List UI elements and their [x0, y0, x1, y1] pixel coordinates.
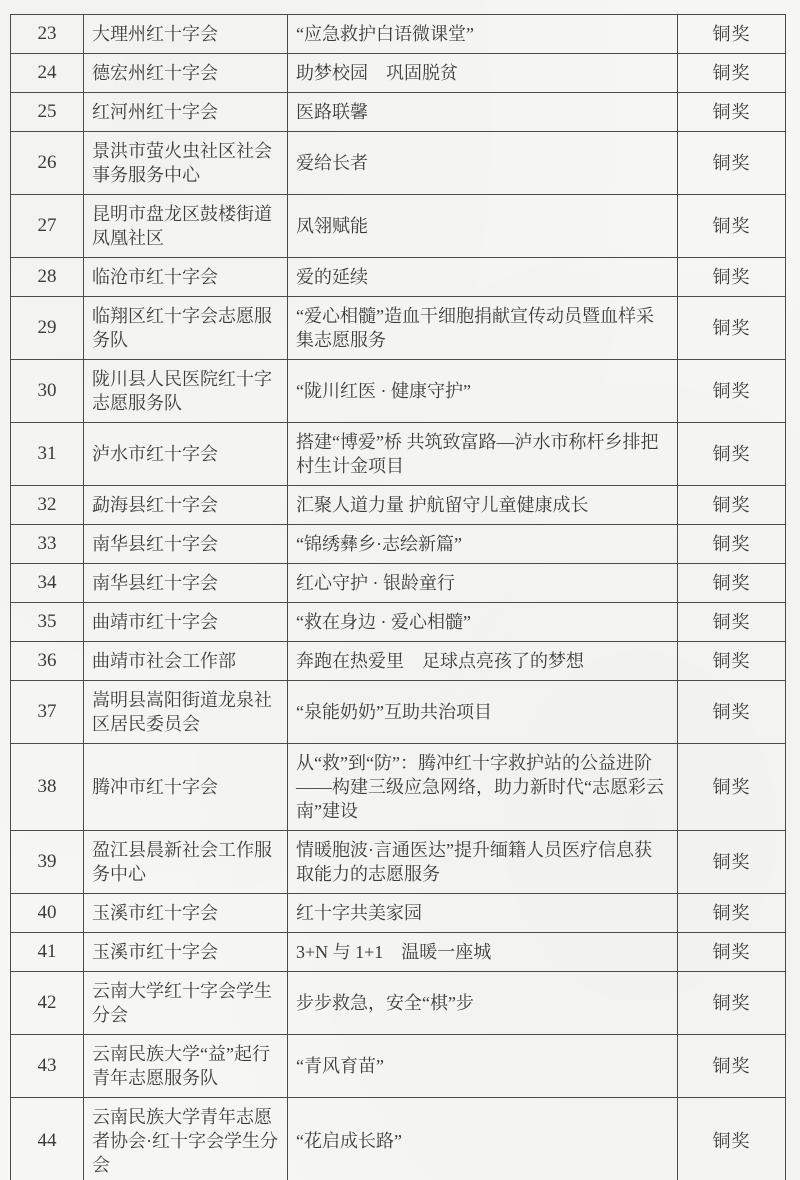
- table-row: [11, 486, 786, 525]
- organization-cell: [84, 744, 288, 831]
- award-label: 铜奖: [712, 777, 751, 797]
- project-cell: [288, 1035, 678, 1098]
- project-name: “青风育苗”: [296, 1056, 384, 1076]
- award-label: 铜奖: [712, 216, 751, 236]
- award-cell: [678, 132, 786, 195]
- project-cell: [288, 744, 678, 831]
- organization-name: 玉溪市红十字会: [92, 903, 218, 923]
- organization-name: 临翔区红十字会志愿服务队: [92, 306, 272, 350]
- organization-name: 云南民族大学“益”起行青年志愿服务队: [92, 1044, 270, 1088]
- organization-name: 云南大学红十字会学生分会: [92, 981, 272, 1025]
- project-name: “花启成长路”: [296, 1131, 402, 1151]
- award-cell: [678, 93, 786, 132]
- row-number-cell: [11, 681, 84, 744]
- organization-name: 南华县红十字会: [92, 573, 218, 593]
- project-cell: [288, 132, 678, 195]
- organization-cell: [84, 525, 288, 564]
- organization-name: 云南民族大学青年志愿者协会·红十字会学生分会: [92, 1107, 278, 1175]
- award-table: [10, 14, 786, 1180]
- award-cell: [678, 1035, 786, 1098]
- project-cell: [288, 297, 678, 360]
- award-label: 铜奖: [712, 267, 751, 287]
- project-name: 红十字共美家园: [296, 903, 422, 923]
- project-cell: [288, 486, 678, 525]
- organization-name: 曲靖市社会工作部: [92, 651, 236, 671]
- organization-name: 南华县红十字会: [92, 534, 218, 554]
- project-name: 凤翎赋能: [296, 216, 368, 236]
- organization-cell: [84, 132, 288, 195]
- award-cell: [678, 603, 786, 642]
- project-cell: [288, 15, 678, 54]
- project-cell: [288, 603, 678, 642]
- award-cell: [678, 360, 786, 423]
- organization-name: 腾冲市红十字会: [92, 777, 218, 797]
- row-number: 37: [37, 701, 57, 722]
- organization-name: 临沧市红十字会: [92, 267, 218, 287]
- organization-name: 勐海县红十字会: [92, 495, 218, 515]
- table-row: [11, 1035, 786, 1098]
- project-cell: [288, 360, 678, 423]
- project-name: 汇聚人道力量 护航留守儿童健康成长: [296, 495, 589, 515]
- organization-cell: [84, 360, 288, 423]
- row-number: 31: [37, 443, 57, 464]
- project-name: “陇川红医 · 健康守护”: [296, 381, 471, 401]
- project-name: 红心守护 · 银龄童行: [296, 573, 455, 593]
- award-cell: [678, 54, 786, 93]
- organization-name: 景洪市萤火虫社区社会事务服务中心: [92, 141, 272, 185]
- award-cell: [678, 423, 786, 486]
- table-row: [11, 642, 786, 681]
- row-number-cell: [11, 93, 84, 132]
- award-label: 铜奖: [712, 495, 751, 515]
- award-label: 铜奖: [712, 153, 751, 173]
- organization-cell: [84, 642, 288, 681]
- table-row: [11, 744, 786, 831]
- award-table-body: [11, 15, 786, 1180]
- organization-cell: [84, 54, 288, 93]
- project-cell: [288, 564, 678, 603]
- project-name: 步步救急，安全“棋”步: [296, 993, 474, 1013]
- row-number-cell: [11, 744, 84, 831]
- organization-cell: [84, 15, 288, 54]
- table-row: [11, 360, 786, 423]
- organization-cell: [84, 681, 288, 744]
- organization-cell: [84, 603, 288, 642]
- row-number-cell: [11, 54, 84, 93]
- table-row: [11, 831, 786, 894]
- project-name: 从“救”到“防”：腾冲红十字救护站的公益进阶——构建三级应急网络，助力新时代“志愿彩云南”建设: [296, 753, 664, 821]
- award-cell: [678, 15, 786, 54]
- award-label: 铜奖: [712, 573, 751, 593]
- project-cell: [288, 525, 678, 564]
- award-label: 铜奖: [712, 993, 751, 1013]
- award-label: 铜奖: [712, 1131, 751, 1151]
- table-row: [11, 525, 786, 564]
- organization-cell: [84, 1098, 288, 1180]
- award-label: 铜奖: [712, 63, 751, 83]
- row-number-cell: [11, 15, 84, 54]
- award-label: 铜奖: [712, 903, 751, 923]
- project-name: 3+N 与 1+1 温暖一座城: [296, 942, 492, 962]
- organization-cell: [84, 1035, 288, 1098]
- award-label: 铜奖: [712, 852, 751, 872]
- award-cell: [678, 933, 786, 972]
- award-cell: [678, 525, 786, 564]
- organization-cell: [84, 423, 288, 486]
- project-name: 情暖胞波·言通医达”提升缅籍人员医疗信息获取能力的志愿服务: [296, 840, 652, 884]
- table-row: [11, 972, 786, 1035]
- award-label: 铜奖: [712, 942, 751, 962]
- table-row: [11, 603, 786, 642]
- row-number-cell: [11, 423, 84, 486]
- row-number: 39: [37, 851, 57, 872]
- table-row: [11, 423, 786, 486]
- award-cell: [678, 831, 786, 894]
- table-row: [11, 297, 786, 360]
- project-cell: [288, 195, 678, 258]
- row-number-cell: [11, 564, 84, 603]
- table-row: [11, 132, 786, 195]
- organization-name: 玉溪市红十字会: [92, 942, 218, 962]
- project-name: “应急救护白语微课堂”: [296, 24, 474, 44]
- project-name: “爱心相髓”造血干细胞捐献宣传动员暨血样采集志愿服务: [296, 306, 654, 350]
- row-number: 24: [37, 62, 57, 83]
- project-name: “泉能奶奶”互助共治项目: [296, 702, 492, 722]
- award-cell: [678, 195, 786, 258]
- organization-name: 红河州红十字会: [92, 102, 218, 122]
- row-number: 28: [37, 266, 57, 287]
- award-cell: [678, 486, 786, 525]
- award-cell: [678, 972, 786, 1035]
- project-cell: [288, 1098, 678, 1180]
- award-label: 铜奖: [712, 612, 751, 632]
- row-number: 36: [37, 650, 57, 671]
- award-label: 铜奖: [712, 102, 751, 122]
- award-cell: [678, 1098, 786, 1180]
- row-number: 29: [37, 317, 57, 338]
- organization-name: 泸水市红十字会: [92, 444, 218, 464]
- row-number: 38: [37, 776, 57, 797]
- organization-name: 曲靖市红十字会: [92, 612, 218, 632]
- organization-cell: [84, 258, 288, 297]
- row-number-cell: [11, 831, 84, 894]
- project-name: 助梦校园 巩固脱贫: [296, 63, 458, 83]
- organization-cell: [84, 297, 288, 360]
- table-row: [11, 1098, 786, 1180]
- award-cell: [678, 297, 786, 360]
- table-row: [11, 933, 786, 972]
- row-number-cell: [11, 297, 84, 360]
- award-cell: [678, 681, 786, 744]
- project-cell: [288, 423, 678, 486]
- project-cell: [288, 258, 678, 297]
- row-number-cell: [11, 360, 84, 423]
- award-cell: [678, 258, 786, 297]
- award-label: 铜奖: [712, 24, 751, 44]
- project-cell: [288, 681, 678, 744]
- row-number-cell: [11, 933, 84, 972]
- award-label: 铜奖: [712, 444, 751, 464]
- project-name: “锦绣彝乡·志绘新篇”: [296, 534, 462, 554]
- row-number: 30: [37, 380, 57, 401]
- row-number-cell: [11, 525, 84, 564]
- row-number-cell: [11, 132, 84, 195]
- table-row: [11, 894, 786, 933]
- project-cell: [288, 54, 678, 93]
- project-cell: [288, 894, 678, 933]
- organization-cell: [84, 195, 288, 258]
- row-number: 42: [37, 992, 57, 1013]
- project-name: 爱给长者: [296, 153, 368, 173]
- table-row: [11, 258, 786, 297]
- organization-name: 陇川县人民医院红十字志愿服务队: [92, 369, 272, 413]
- row-number-cell: [11, 258, 84, 297]
- project-name: 医路联馨: [296, 102, 368, 122]
- organization-name: 德宏州红十字会: [92, 63, 218, 83]
- project-cell: [288, 642, 678, 681]
- table-row: [11, 195, 786, 258]
- row-number: 27: [37, 215, 57, 236]
- award-cell: [678, 564, 786, 603]
- project-name: 搭建“博爱”桥 共筑致富路—泸水市称杆乡排把村生计金项目: [296, 432, 659, 476]
- table-row: [11, 681, 786, 744]
- table-row: [11, 564, 786, 603]
- award-label: 铜奖: [712, 534, 751, 554]
- organization-name: 嵩明县嵩阳街道龙泉社区居民委员会: [92, 690, 272, 734]
- row-number: 35: [37, 611, 57, 632]
- row-number-cell: [11, 1098, 84, 1180]
- award-cell: [678, 744, 786, 831]
- row-number: 23: [37, 23, 57, 44]
- project-name: “救在身边 · 爱心相髓”: [296, 612, 471, 632]
- project-name: 奔跑在热爱里 足球点亮孩了的梦想: [296, 651, 584, 671]
- row-number-cell: [11, 195, 84, 258]
- row-number-cell: [11, 642, 84, 681]
- row-number: 44: [37, 1130, 57, 1151]
- organization-cell: [84, 933, 288, 972]
- row-number: 32: [37, 494, 57, 515]
- row-number: 33: [37, 533, 57, 554]
- project-cell: [288, 831, 678, 894]
- table-row: [11, 15, 786, 54]
- award-label: 铜奖: [712, 1056, 751, 1076]
- award-cell: [678, 894, 786, 933]
- row-number-cell: [11, 603, 84, 642]
- organization-name: 昆明市盘龙区鼓楼街道凤凰社区: [92, 204, 272, 248]
- row-number: 40: [37, 902, 57, 923]
- table-row: [11, 54, 786, 93]
- project-cell: [288, 972, 678, 1035]
- row-number: 43: [37, 1055, 57, 1076]
- row-number: 41: [37, 941, 57, 962]
- project-cell: [288, 93, 678, 132]
- row-number: 25: [37, 101, 57, 122]
- project-name: 爱的延续: [296, 267, 368, 287]
- organization-cell: [84, 564, 288, 603]
- row-number-cell: [11, 486, 84, 525]
- award-label: 铜奖: [712, 702, 751, 722]
- organization-name: 盈江县晨新社会工作服务中心: [92, 840, 272, 884]
- organization-cell: [84, 831, 288, 894]
- organization-cell: [84, 486, 288, 525]
- organization-cell: [84, 93, 288, 132]
- project-cell: [288, 933, 678, 972]
- organization-name: 大理州红十字会: [92, 24, 218, 44]
- organization-cell: [84, 972, 288, 1035]
- award-label: 铜奖: [712, 381, 751, 401]
- row-number-cell: [11, 972, 84, 1035]
- row-number-cell: [11, 1035, 84, 1098]
- award-label: 铜奖: [712, 651, 751, 671]
- award-label: 铜奖: [712, 318, 751, 338]
- award-cell: [678, 642, 786, 681]
- organization-cell: [84, 894, 288, 933]
- row-number: 26: [37, 152, 57, 173]
- row-number-cell: [11, 894, 84, 933]
- row-number: 34: [37, 572, 57, 593]
- table-row: [11, 93, 786, 132]
